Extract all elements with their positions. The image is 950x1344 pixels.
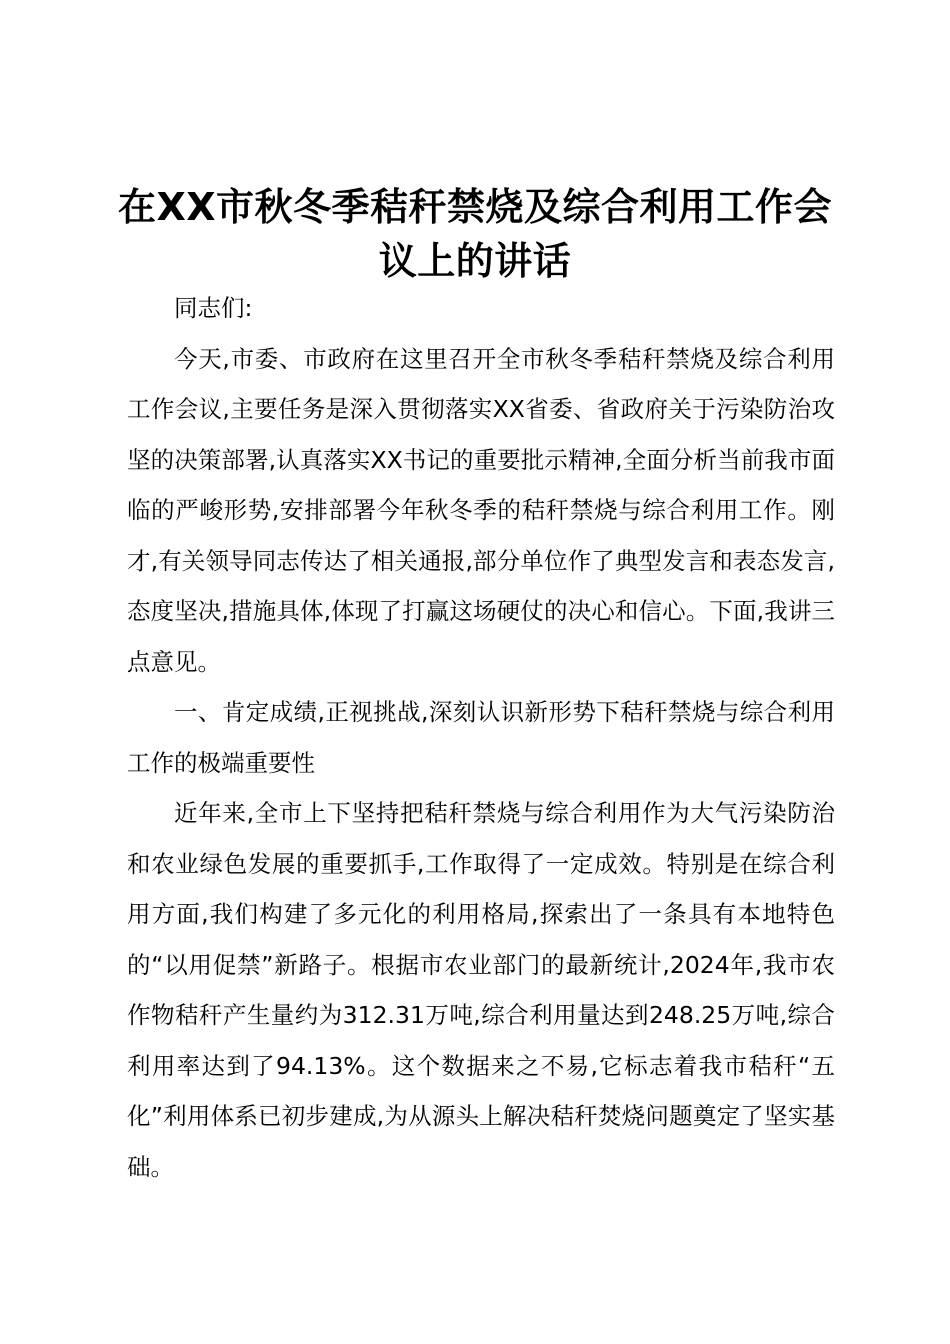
paragraph-intro: 今天,市委、市政府在这里召开全市秋冬季秸秆禁烧及综合利用工作会议,主要任务是深入贯彻落实XX省委、省政府关于污染防治攻坚的决策部署,认真落实XX书记的重要批示精神,全面分析当前我市面临的严峻形势,安排部署今年秋冬季的秸秆禁烧与综合利用工作。刚才,有关领导同志传达了相关通报,部分单位作了典型发言和表态发言,态度坚决,措施具体,体现了打赢这场硬仗的决心和信心。下面,我讲三点意见。 bbox=[127, 344, 835, 676]
salutation: 同志们: bbox=[174, 294, 253, 322]
section-heading-1: 一、肯定成绩,正视挑战,深刻认识新形势下秸秆禁烧与综合利用工作的极端重要性 bbox=[127, 698, 835, 777]
paragraph-achievements: 近年来,全市上下坚持把秸秆禁烧与综合利用作为大气污染防治和农业绿色发展的重要抓手,工作取得了一定成效。特别是在综合利用方面,我们构建了多元化的利用格局,探索出了一条具有本地特色的“以用促禁”新路子。根据市农业部门的最新统计,2024年,我市农作物秸秆产生量约为312.31万吨,综合利用量达到248.25万吨,综合利用率达到了94.13%。这个数据来之不易,它标志着我市秸秆“五化”利用体系已初步建成,为从源头上解决秸秆焚烧问题奠定了坚实基础。 bbox=[127, 799, 835, 1181]
document-title: 在XX市秋冬季秸秆禁烧及综合利用工作会议上的讲话 bbox=[117, 185, 833, 283]
document-body bbox=[127, 283, 835, 1192]
